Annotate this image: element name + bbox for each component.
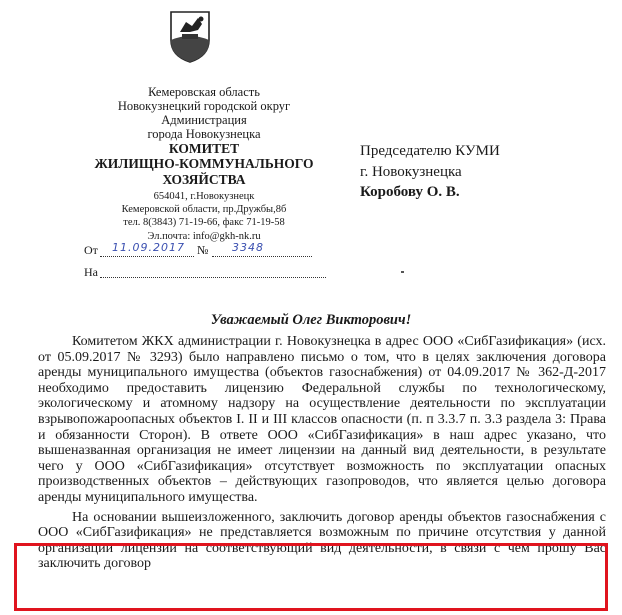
committee-title-3: ХОЗЯЙСТВА [162,172,246,187]
sender-phone: тел. 8(3843) 71-19-66, факс 71-19-58 [123,217,285,228]
sender-street: Кемеровской области, пр.Дружбы,8б [121,204,287,215]
addressee-name: Коробову О. В. [360,184,460,200]
sender-email: Эл.почта: info@gkh-nk.ru [147,231,261,242]
paragraph-2: На основании вышеизложенного, заключить договор аренды объектов газоснабжения с ООО «СибГазификация» не представляется возможным по причине отсутствия у данной организации лицензии на соответствующий вид деятельности, в связи с чем прошу Вас заключить договор [38,509,606,572]
addressee-city: г. Новокузнецка [360,164,462,180]
on-line [100,277,326,278]
letter-body [38,334,606,572]
number-label: № [197,243,209,257]
number-line [212,256,312,257]
committee-title-2: ЖИЛИЩНО-КОММУНАЛЬНОГО [94,156,314,171]
sender-admin: Администрация [161,113,247,127]
date-line [100,256,194,257]
scan-speck [401,271,404,273]
coat-of-arms-icon [168,10,212,64]
paragraph-1: Комитетом ЖКХ администрации г. Новокузнецка в адрес ООО «СибГазификация» (исх. от 05.09.2017 № 3293) было направлено письмо о том, что в целях заключения договора аренды муниципального имущества (объектов газоснабжения) от 04.09.2017 № 362-Д-2017 необходимо предоставить лицензию Федеральной службы по технологическому, экологическому и атомному надзору на осуществление деятельности по эксплуатации взрывопожароопасных объектов I. II и III классов опасности (п. п 3.3.7 п. 3.3 раздела 3: Права и обязанности Сторон). В ответе ООО «СибГазификация» в наш адрес указано, что вышеназванная организация не имеет лицензии на данный вид деятельности, в результате чего у ООО «СибГазификация» отсутствует возможность по эксплуатации опасных производственных объектов – действующих газопроводов, что является целью договора аренды муниципального имущества. [38,334,606,505]
from-label: От [84,243,98,257]
committee-title-1: КОМИТЕТ [168,141,240,156]
sender-district: Новокузнецкий городской округ [117,99,291,113]
sender-region: Кемеровская область [148,85,260,99]
salutation: Уважаемый Олег Викторович! [210,312,412,328]
sender-postal: 654041, г.Новокузнецк [153,191,255,202]
sender-city: города Новокузнецка [147,127,261,141]
on-label: На [84,265,98,279]
handwritten-date: 11.09.2017 [112,241,185,254]
addressee-title: Председателю КУМИ [360,143,500,159]
handwritten-number: 3348 [232,241,264,254]
